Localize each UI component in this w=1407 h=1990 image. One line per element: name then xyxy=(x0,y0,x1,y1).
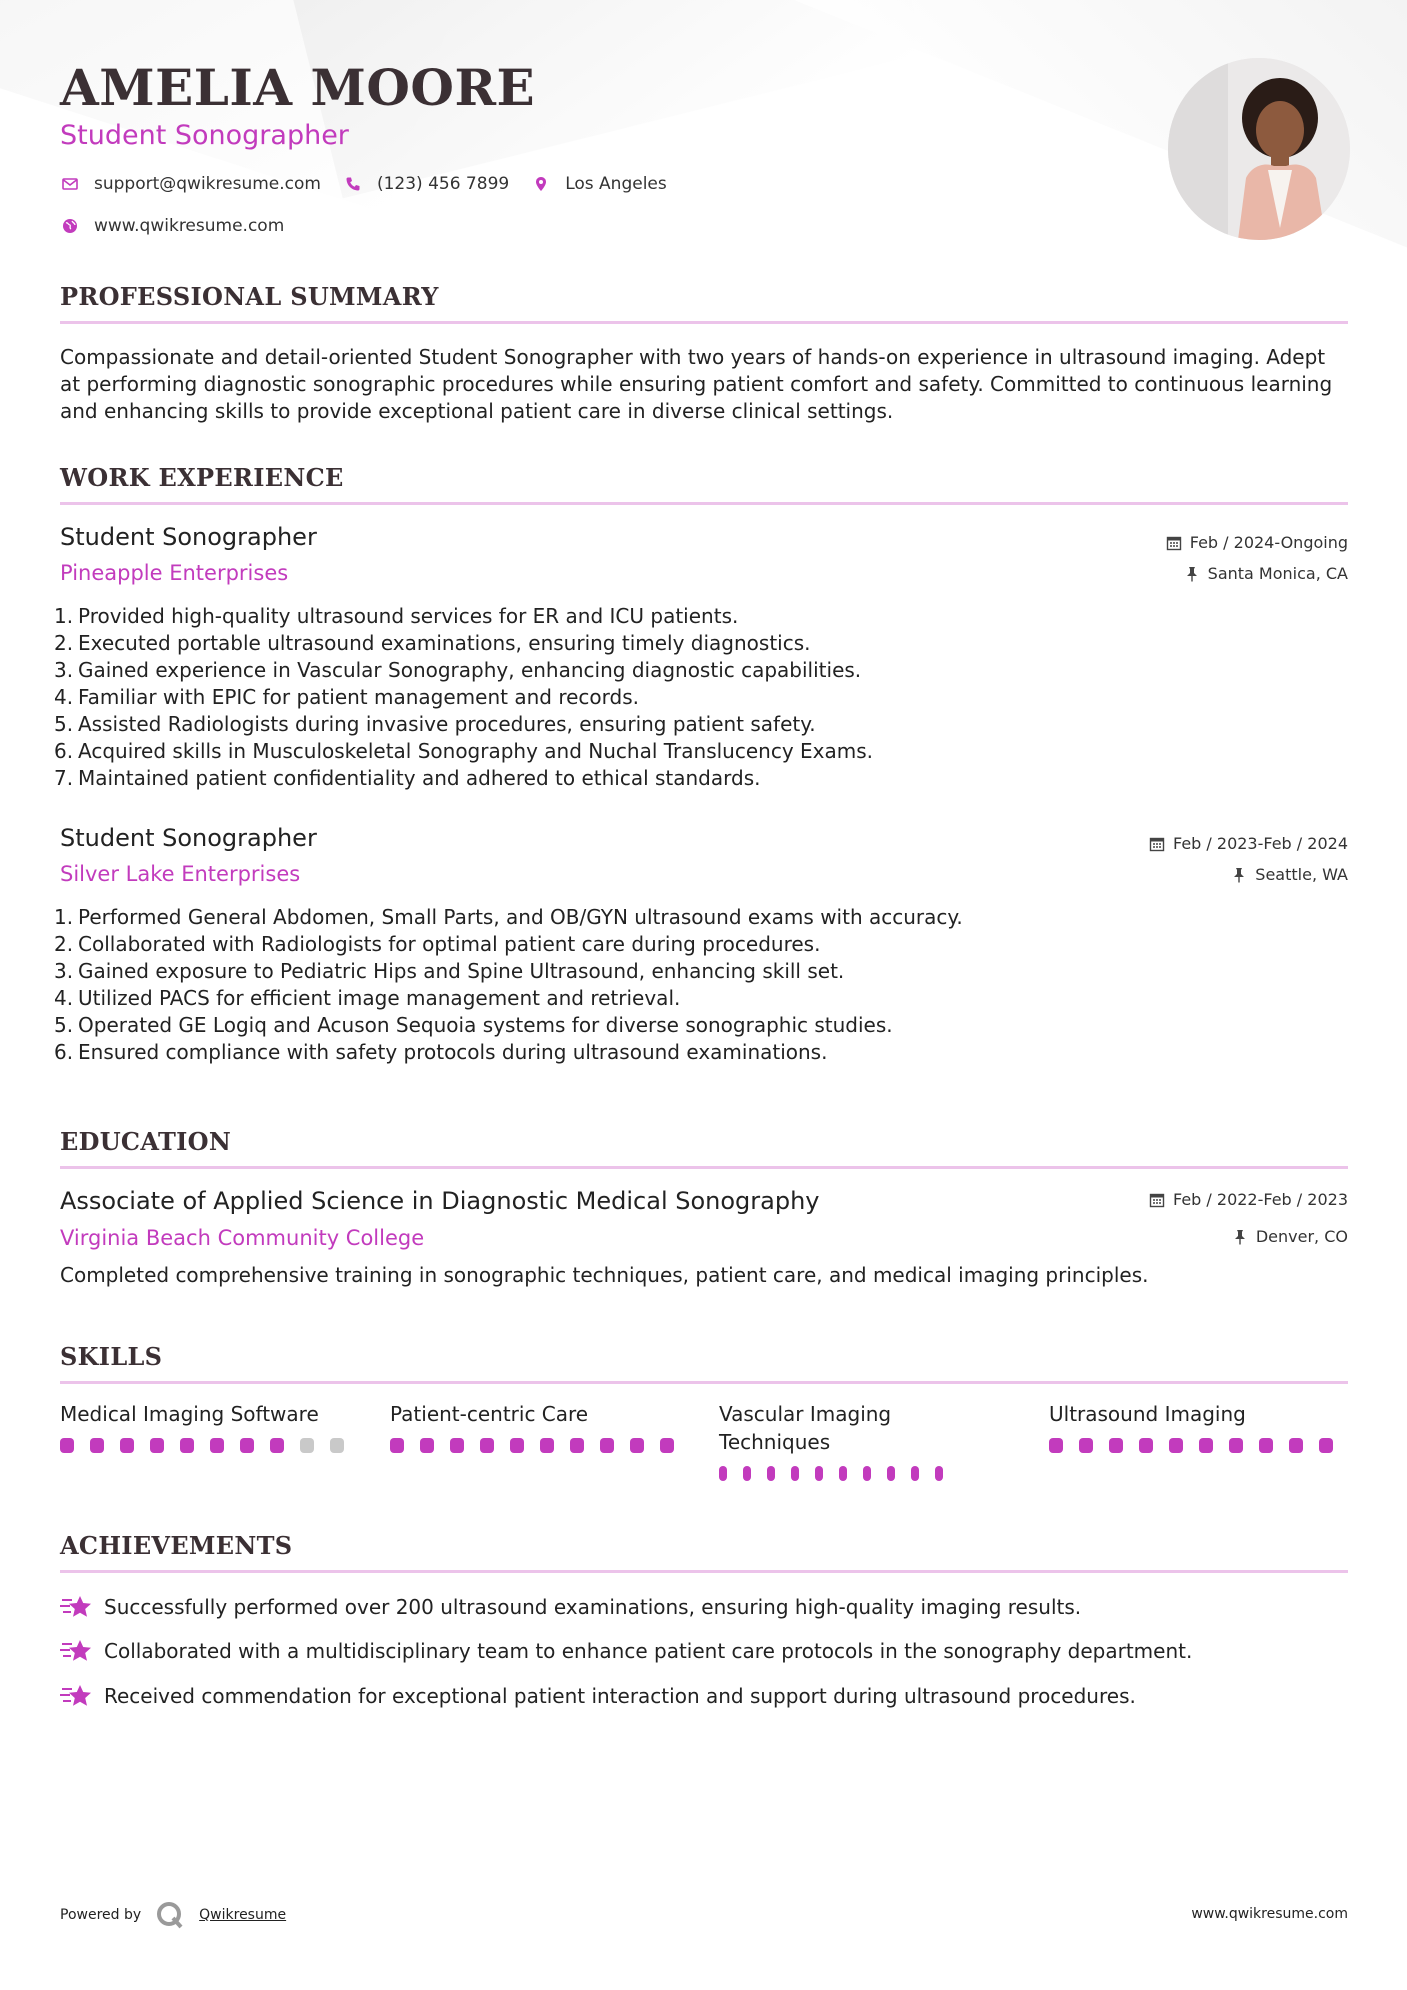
skill-dot-filled xyxy=(1079,1438,1093,1453)
skill-dot-filled xyxy=(60,1438,74,1453)
job-2-location xyxy=(1231,865,1348,884)
experience-rule xyxy=(60,502,1348,505)
skills-rule xyxy=(60,1381,1348,1384)
achievement-item xyxy=(60,1592,1081,1622)
job-2-dates-text: Feb / 2023-Feb / 2024 xyxy=(1173,834,1348,853)
powered-by-label: Powered by xyxy=(60,1907,142,1923)
list-item: 3. Gained exposure to Pediatric Hips and Spine Ultrasound, enhancing skill set. xyxy=(54,959,845,983)
calendar-icon xyxy=(1166,535,1182,551)
skill-dot-filled xyxy=(90,1438,104,1453)
skill-dot-filled xyxy=(570,1438,584,1453)
skill-dot-filled xyxy=(719,1466,727,1481)
skill-rating xyxy=(1049,1438,1349,1453)
job-1-dates xyxy=(1166,533,1348,552)
footer-powered-by xyxy=(60,1900,286,1930)
summary-rule xyxy=(60,321,1348,324)
job-2-company: Silver Lake Enterprises xyxy=(60,862,301,886)
list-item: 4. Utilized PACS for efficient image management and retrieval. xyxy=(54,986,681,1010)
star-icon xyxy=(60,1681,94,1711)
skill-dot-filled xyxy=(420,1438,434,1453)
job-2-dates xyxy=(1149,834,1348,853)
skill-dot-filled xyxy=(270,1438,284,1453)
resume-page xyxy=(54,0,1348,1990)
education-heading: EDUCATION xyxy=(60,1127,232,1156)
achievements-rule xyxy=(60,1570,1348,1573)
skill-label: Patient-centric Care xyxy=(390,1402,589,1426)
skill-label: Ultrasound Imaging xyxy=(1049,1402,1246,1426)
skill-dot-filled xyxy=(210,1438,224,1453)
list-item: 6. Acquired skills in Musculoskeletal Sonography and Nuchal Translucency Exams. xyxy=(54,739,873,763)
skill-dot-filled xyxy=(630,1438,644,1453)
pushpin-icon xyxy=(1184,566,1200,582)
skill-rating xyxy=(60,1438,360,1453)
skill-dot-filled xyxy=(1199,1438,1213,1453)
star-icon xyxy=(60,1592,94,1622)
list-item: 3. Gained experience in Vascular Sonography, enhancing diagnostic capabilities. xyxy=(54,658,862,682)
footer-website[interactable]: www.qwikresume.com xyxy=(1191,1906,1348,1922)
achievement-item xyxy=(60,1636,1192,1666)
list-item: 5. Assisted Radiologists during invasive procedures, ensuring patient safety. xyxy=(54,712,816,736)
job-1-company: Pineapple Enterprises xyxy=(60,561,289,585)
list-item: 5. Operated GE Logiq and Acuson Sequoia systems for diverse sonographic studies. xyxy=(54,1013,893,1037)
phone-item[interactable] xyxy=(343,174,509,194)
education-degree: Associate of Applied Science in Diagnostic Medical Sonography xyxy=(60,1187,820,1215)
skill-dot-filled xyxy=(480,1438,494,1453)
skills-heading: SKILLS xyxy=(60,1342,163,1371)
education-rule xyxy=(60,1166,1348,1169)
skill-rating xyxy=(390,1438,690,1453)
email-text: support@qwikresume.com xyxy=(94,174,321,194)
skill-dot-empty xyxy=(330,1438,344,1453)
job-2-bullets xyxy=(54,904,1348,1066)
education-location-text: Denver, CO xyxy=(1255,1227,1348,1246)
job-2-title: Student Sonographer xyxy=(60,824,317,852)
job-1-dates-text: Feb / 2024-Ongoing xyxy=(1189,533,1348,552)
job-1-title: Student Sonographer xyxy=(60,523,317,551)
skill-dot-filled xyxy=(863,1466,871,1481)
skill-dot-filled xyxy=(1139,1438,1153,1453)
phone-text: (123) 456 7899 xyxy=(376,174,510,194)
skill-item xyxy=(1049,1400,1349,1453)
skill-dot-filled xyxy=(660,1438,674,1453)
skill-dot-filled xyxy=(1049,1438,1063,1453)
skill-dot-filled xyxy=(600,1438,614,1453)
skill-dot-filled xyxy=(540,1438,554,1453)
skill-dot-filled xyxy=(390,1438,404,1453)
skill-dot-filled xyxy=(120,1438,134,1453)
list-item: 6. Ensured compliance with safety protocols during ultrasound examinations. xyxy=(54,1040,828,1064)
skill-dot-filled xyxy=(887,1466,895,1481)
skill-dot-filled xyxy=(1229,1438,1243,1453)
skill-dot-filled xyxy=(1259,1438,1273,1453)
profile-photo xyxy=(1168,58,1350,240)
achievements-heading: ACHIEVEMENTS xyxy=(60,1531,293,1560)
calendar-icon xyxy=(1149,1192,1165,1208)
job-2-location-text: Seattle, WA xyxy=(1255,865,1348,884)
skill-label: Medical Imaging Software xyxy=(60,1402,319,1426)
skill-rating xyxy=(719,1466,959,1481)
calendar-icon xyxy=(1149,836,1165,852)
summary-text: Compassionate and detail-oriented Student Sonographer with two years of hands-on experience in ultrasound imaging. Adept at performing diagnostic sonographic procedures while ensuring patient comfort and safety. Committed to continuous learning and enhancing skills to provide exceptional patient care in diverse clinical settings. xyxy=(60,345,1333,423)
skill-dot-filled xyxy=(240,1438,254,1453)
skill-dot-filled xyxy=(815,1466,823,1481)
website-text: www.qwikresume.com xyxy=(94,216,285,236)
education-school: Virginia Beach Community College xyxy=(60,1226,425,1250)
qwikresume-logo-icon xyxy=(155,1900,185,1930)
skill-dot-empty xyxy=(300,1438,314,1453)
education-location xyxy=(1232,1227,1348,1246)
skill-item xyxy=(60,1400,360,1453)
envelope-icon xyxy=(60,174,80,194)
achievement-item xyxy=(60,1681,1136,1711)
phone-icon xyxy=(343,174,363,194)
achievement-text: Collaborated with a multidisciplinary team to enhance patient care protocols in the sonography department. xyxy=(104,1639,1193,1663)
achievement-text: Successfully performed over 200 ultrasound examinations, ensuring high-quality imaging results. xyxy=(104,1595,1082,1619)
star-icon xyxy=(60,1636,94,1666)
list-item: 1. Provided high-quality ultrasound services for ER and ICU patients. xyxy=(54,604,739,628)
skill-dot-filled xyxy=(839,1466,847,1481)
map-pin-icon xyxy=(531,174,551,194)
list-item: 2. Collaborated with Radiologists for optimal patient care during procedures. xyxy=(54,932,821,956)
list-item: 7. Maintained patient confidentiality and adhered to ethical standards. xyxy=(54,766,761,790)
skill-dot-filled xyxy=(743,1466,751,1481)
skill-dot-filled xyxy=(935,1466,943,1481)
skill-dot-filled xyxy=(180,1438,194,1453)
education-dates-text: Feb / 2022-Feb / 2023 xyxy=(1173,1190,1348,1209)
location-text: Los Angeles xyxy=(565,174,667,194)
pushpin-icon xyxy=(1231,867,1247,883)
skill-dot-filled xyxy=(791,1466,799,1481)
skill-dot-filled xyxy=(1169,1438,1183,1453)
list-item: 1. Performed General Abdomen, Small Parts, and OB/GYN ultrasound exams with accuracy. xyxy=(54,905,963,929)
globe-icon xyxy=(60,216,80,236)
skill-item xyxy=(719,1400,959,1481)
education-description: Completed comprehensive training in sonographic techniques, patient care, and medical imaging principles. xyxy=(60,1263,1149,1287)
location-item xyxy=(531,174,667,194)
experience-heading: WORK EXPERIENCE xyxy=(60,463,344,492)
skill-item xyxy=(390,1400,690,1453)
list-item: 4. Familiar with EPIC for patient management and records. xyxy=(54,685,639,709)
qwikresume-link[interactable]: Qwikresume xyxy=(199,1907,287,1923)
achievement-text: Received commendation for exceptional patient interaction and support during ultrasound procedures. xyxy=(104,1684,1136,1708)
email-item[interactable] xyxy=(60,174,321,194)
candidate-name: AMELIA MOORE xyxy=(60,58,536,117)
skill-dot-filled xyxy=(911,1466,919,1481)
skill-dot-filled xyxy=(450,1438,464,1453)
job-1-location xyxy=(1184,564,1348,583)
skill-dot-filled xyxy=(1109,1438,1123,1453)
contact-row-2 xyxy=(60,216,306,236)
job-1-location-text: Santa Monica, CA xyxy=(1207,564,1348,583)
skill-dot-filled xyxy=(150,1438,164,1453)
skill-dot-filled xyxy=(767,1466,775,1481)
skill-dot-filled xyxy=(1319,1438,1333,1453)
contact-row-1 xyxy=(60,174,689,194)
candidate-title: Student Sonographer xyxy=(60,120,349,151)
summary-heading: PROFESSIONAL SUMMARY xyxy=(60,282,439,311)
pushpin-icon xyxy=(1232,1229,1248,1245)
job-1-bullets xyxy=(54,603,1348,792)
skills-grid xyxy=(60,1400,1348,1500)
skill-dot-filled xyxy=(1289,1438,1303,1453)
list-item: 2. Executed portable ultrasound examinations, ensuring timely diagnostics. xyxy=(54,631,811,655)
skill-dot-filled xyxy=(510,1438,524,1453)
education-dates xyxy=(1149,1190,1348,1209)
website-item[interactable] xyxy=(60,216,284,236)
skill-label: Vascular Imaging Techniques xyxy=(719,1402,892,1454)
